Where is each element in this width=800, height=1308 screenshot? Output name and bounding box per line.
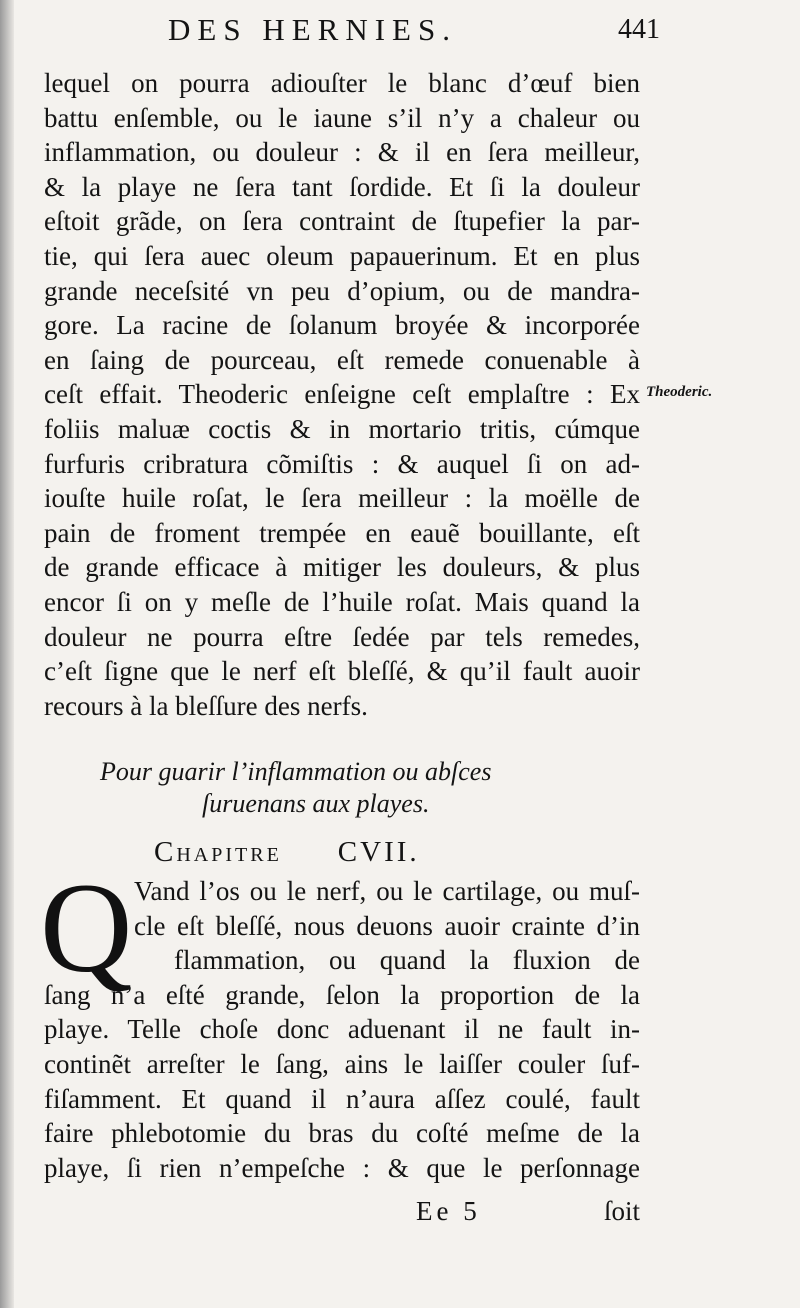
text-line: lequel on pourra adiouſter le blanc d’œuf bien <box>44 68 640 98</box>
body-text-block-1 <box>44 66 640 723</box>
text-line: & la playe ne ſera tant ſordide. Et ſi la douleur <box>44 171 640 202</box>
text-line: playe. Telle choſe donc aduenant il ne fault in- <box>44 1014 640 1045</box>
catchline <box>44 1193 640 1229</box>
section-heading-line-2: ſuruenans aux playes. <box>202 789 430 818</box>
drop-cap: Q <box>40 857 133 999</box>
text-line: foliis maluæ coctis & in mortario tritis, cúmque <box>44 413 640 444</box>
section-heading-line-1: Pour guarir l’inflammation ou abſces <box>100 757 492 786</box>
text-line: continẽt arreſter le ſang, ains le laiſſer couler ſuf- <box>44 1048 640 1079</box>
text-line: cle eſt bleſſé, nous deuons auoir crainte d’in <box>134 910 640 941</box>
text-line: douleur ne pourra eſtre ſedée par tels remedes, <box>44 621 640 652</box>
text-line: de grande efficace à mitiger les douleurs, & plus <box>44 552 640 583</box>
text-line: tie, qui ſera auec oleum papauerinum. Et en plus <box>44 240 640 271</box>
text-line: furfuris cribratura cõmiſtis : & auquel ſi on ad- <box>44 448 640 479</box>
text-line: battu enſemble, ou le iaune s’il n’y a chaleur ou <box>44 102 640 133</box>
section-heading <box>100 756 640 820</box>
page-number: 441 <box>618 14 660 45</box>
catchword: ſoit <box>603 1196 640 1226</box>
text-line: grande neceſsité vn peu d’opium, ou de mandra- <box>44 275 640 306</box>
body-text-block-2 <box>44 874 640 1185</box>
margin-note-theoderic: Theoderic. <box>646 384 713 400</box>
text-line: eſtoit grãde, on ſera contraint de ſtupefier la par- <box>44 206 640 237</box>
text-line: gore. La racine de ſolanum broyée & incorporée <box>44 310 640 341</box>
text-line: en ſaing de pourceau, eſt remede conuenable à <box>44 344 640 375</box>
text-line: ceſt effait. Theoderic enſeigne ceſt emplaſtre : Ex <box>44 379 640 410</box>
chapter-label: Chapitre <box>154 836 282 868</box>
text-line: c’eſt ſigne que le nerf eſt bleſſé, & qu’il fault auoir <box>44 656 640 687</box>
text-line: encor ſi on y meſle de l’huile roſat. Mais quand la <box>44 586 640 617</box>
text-line: playe, ſi rien n’empeſche : & que le perſonnage <box>44 1152 640 1183</box>
chapter-number: CVII. <box>337 836 420 868</box>
chapter-heading <box>154 836 420 869</box>
text-line: inflammation, ou douleur : & il en ſera meilleur, <box>44 137 640 168</box>
text-line: ſang n’a eſté grande, ſelon la proportion de la <box>44 979 640 1010</box>
text-line: fiſamment. Et quand il n’aura aſſez coulé, fault <box>44 1083 640 1114</box>
page-header <box>40 12 660 52</box>
text-line: pain de froment trempée en eauẽ bouillante, eſt <box>44 517 640 548</box>
running-head: DES HERNIES. <box>168 12 457 47</box>
text-line: Vand l’os ou le nerf, ou le cartilage, ou muſ- <box>134 876 640 906</box>
text-line: recours à la bleſſure des nerfs. <box>44 690 368 721</box>
text-line: faire phlebotomie du bras du coſté meſme de la <box>44 1118 640 1149</box>
signature-mark: Ee 5 <box>416 1196 481 1226</box>
text-line: flammation, ou quand la fluxion de <box>174 945 640 976</box>
text-line: iouſte huile roſat, le ſera meilleur : la moëlle de <box>44 483 640 514</box>
